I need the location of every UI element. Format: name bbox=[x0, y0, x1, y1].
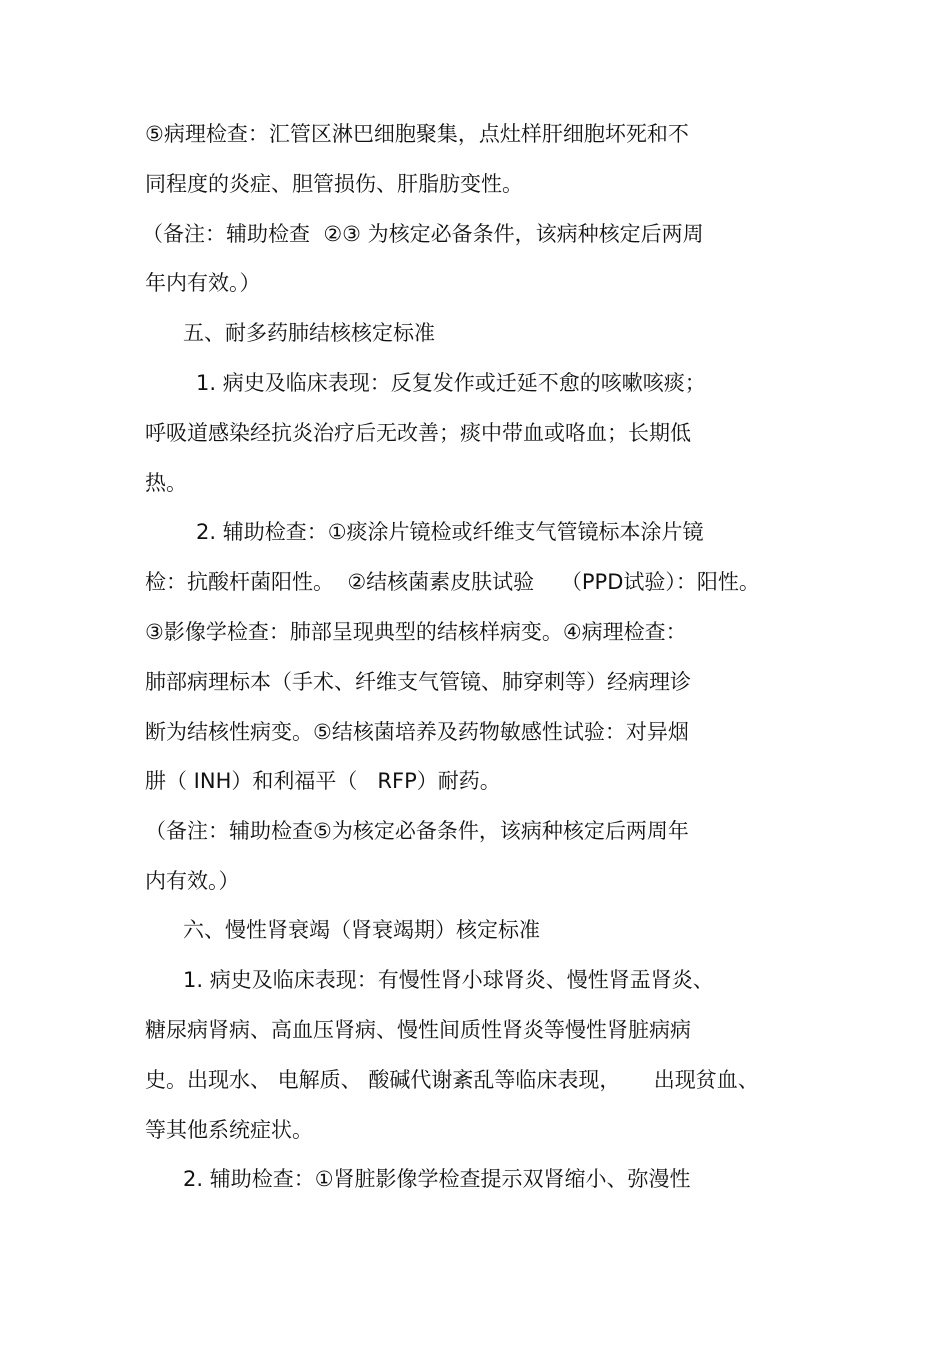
section-heading-5: 五、耐多药肺结核核定标准 bbox=[183, 321, 435, 345]
text-line-20: 史。出现水、 电解质、 酸碱代谢紊乱等临床表现， 出现贫血、 bbox=[145, 1068, 759, 1092]
text-line-1: ⑤病理检查：汇管区淋巴细胞聚集，点灶样肝细胞坏死和不 bbox=[145, 122, 689, 146]
text-line-8: 热。 bbox=[145, 471, 187, 495]
text-line-2: 同程度的炎症、胆管损伤、肝脂肪变性。 bbox=[145, 172, 523, 196]
text-line-12: 肺部病理标本（手术、纤维支气管镜、肺穿刺等）经病理诊 bbox=[145, 670, 691, 694]
text-line-18: 1. 病史及临床表现：有慢性肾小球肾炎、慢性肾盂肾炎、 bbox=[183, 968, 714, 992]
text-line-14: 肼（ INH）和利福平（ RFP）耐药。 bbox=[145, 769, 501, 793]
text-line-4: 年内有效。） bbox=[145, 271, 261, 295]
text-line-6: 1. 病史及临床表现：反复发作或迁延不愈的咳嗽咳痰； bbox=[196, 371, 706, 395]
text-line-10: 检：抗酸杆菌阳性。 ②结核菌素皮肤试验 （PPD试验）：阳性。 bbox=[145, 570, 760, 594]
text-line-21: 等其他系统症状。 bbox=[145, 1118, 313, 1142]
text-line-15: （备注：辅助检查⑤为核定必备条件，该病种核定后两周年 bbox=[145, 819, 689, 843]
text-line-16: 内有效。） bbox=[145, 869, 240, 893]
text-line-22: 2. 辅助检查：①肾脏影像学检查提示双肾缩小、弥漫性 bbox=[183, 1167, 691, 1191]
text-line-3: （备注：辅助检查 ②③ 为核定必备条件，该病种核定后两周 bbox=[142, 222, 704, 246]
text-line-7: 呼吸道感染经抗炎治疗后无改善；痰中带血或咯血；长期低 bbox=[145, 421, 691, 445]
text-line-13: 断为结核性病变。⑤结核菌培养及药物敏感性试验：对异烟 bbox=[145, 720, 689, 744]
text-line-11: ③影像学检查：肺部呈现典型的结核样病变。④病理检查： bbox=[145, 620, 687, 644]
text-line-9: 2. 辅助检查：①痰涂片镜检或纤维支气管镜标本涂片镜 bbox=[196, 520, 704, 544]
text-line-19: 糖尿病肾病、高血压肾病、慢性间质性肾炎等慢性肾脏病病 bbox=[145, 1018, 691, 1042]
section-heading-6: 六、慢性肾衰竭（肾衰竭期）核定标准 bbox=[183, 918, 540, 942]
